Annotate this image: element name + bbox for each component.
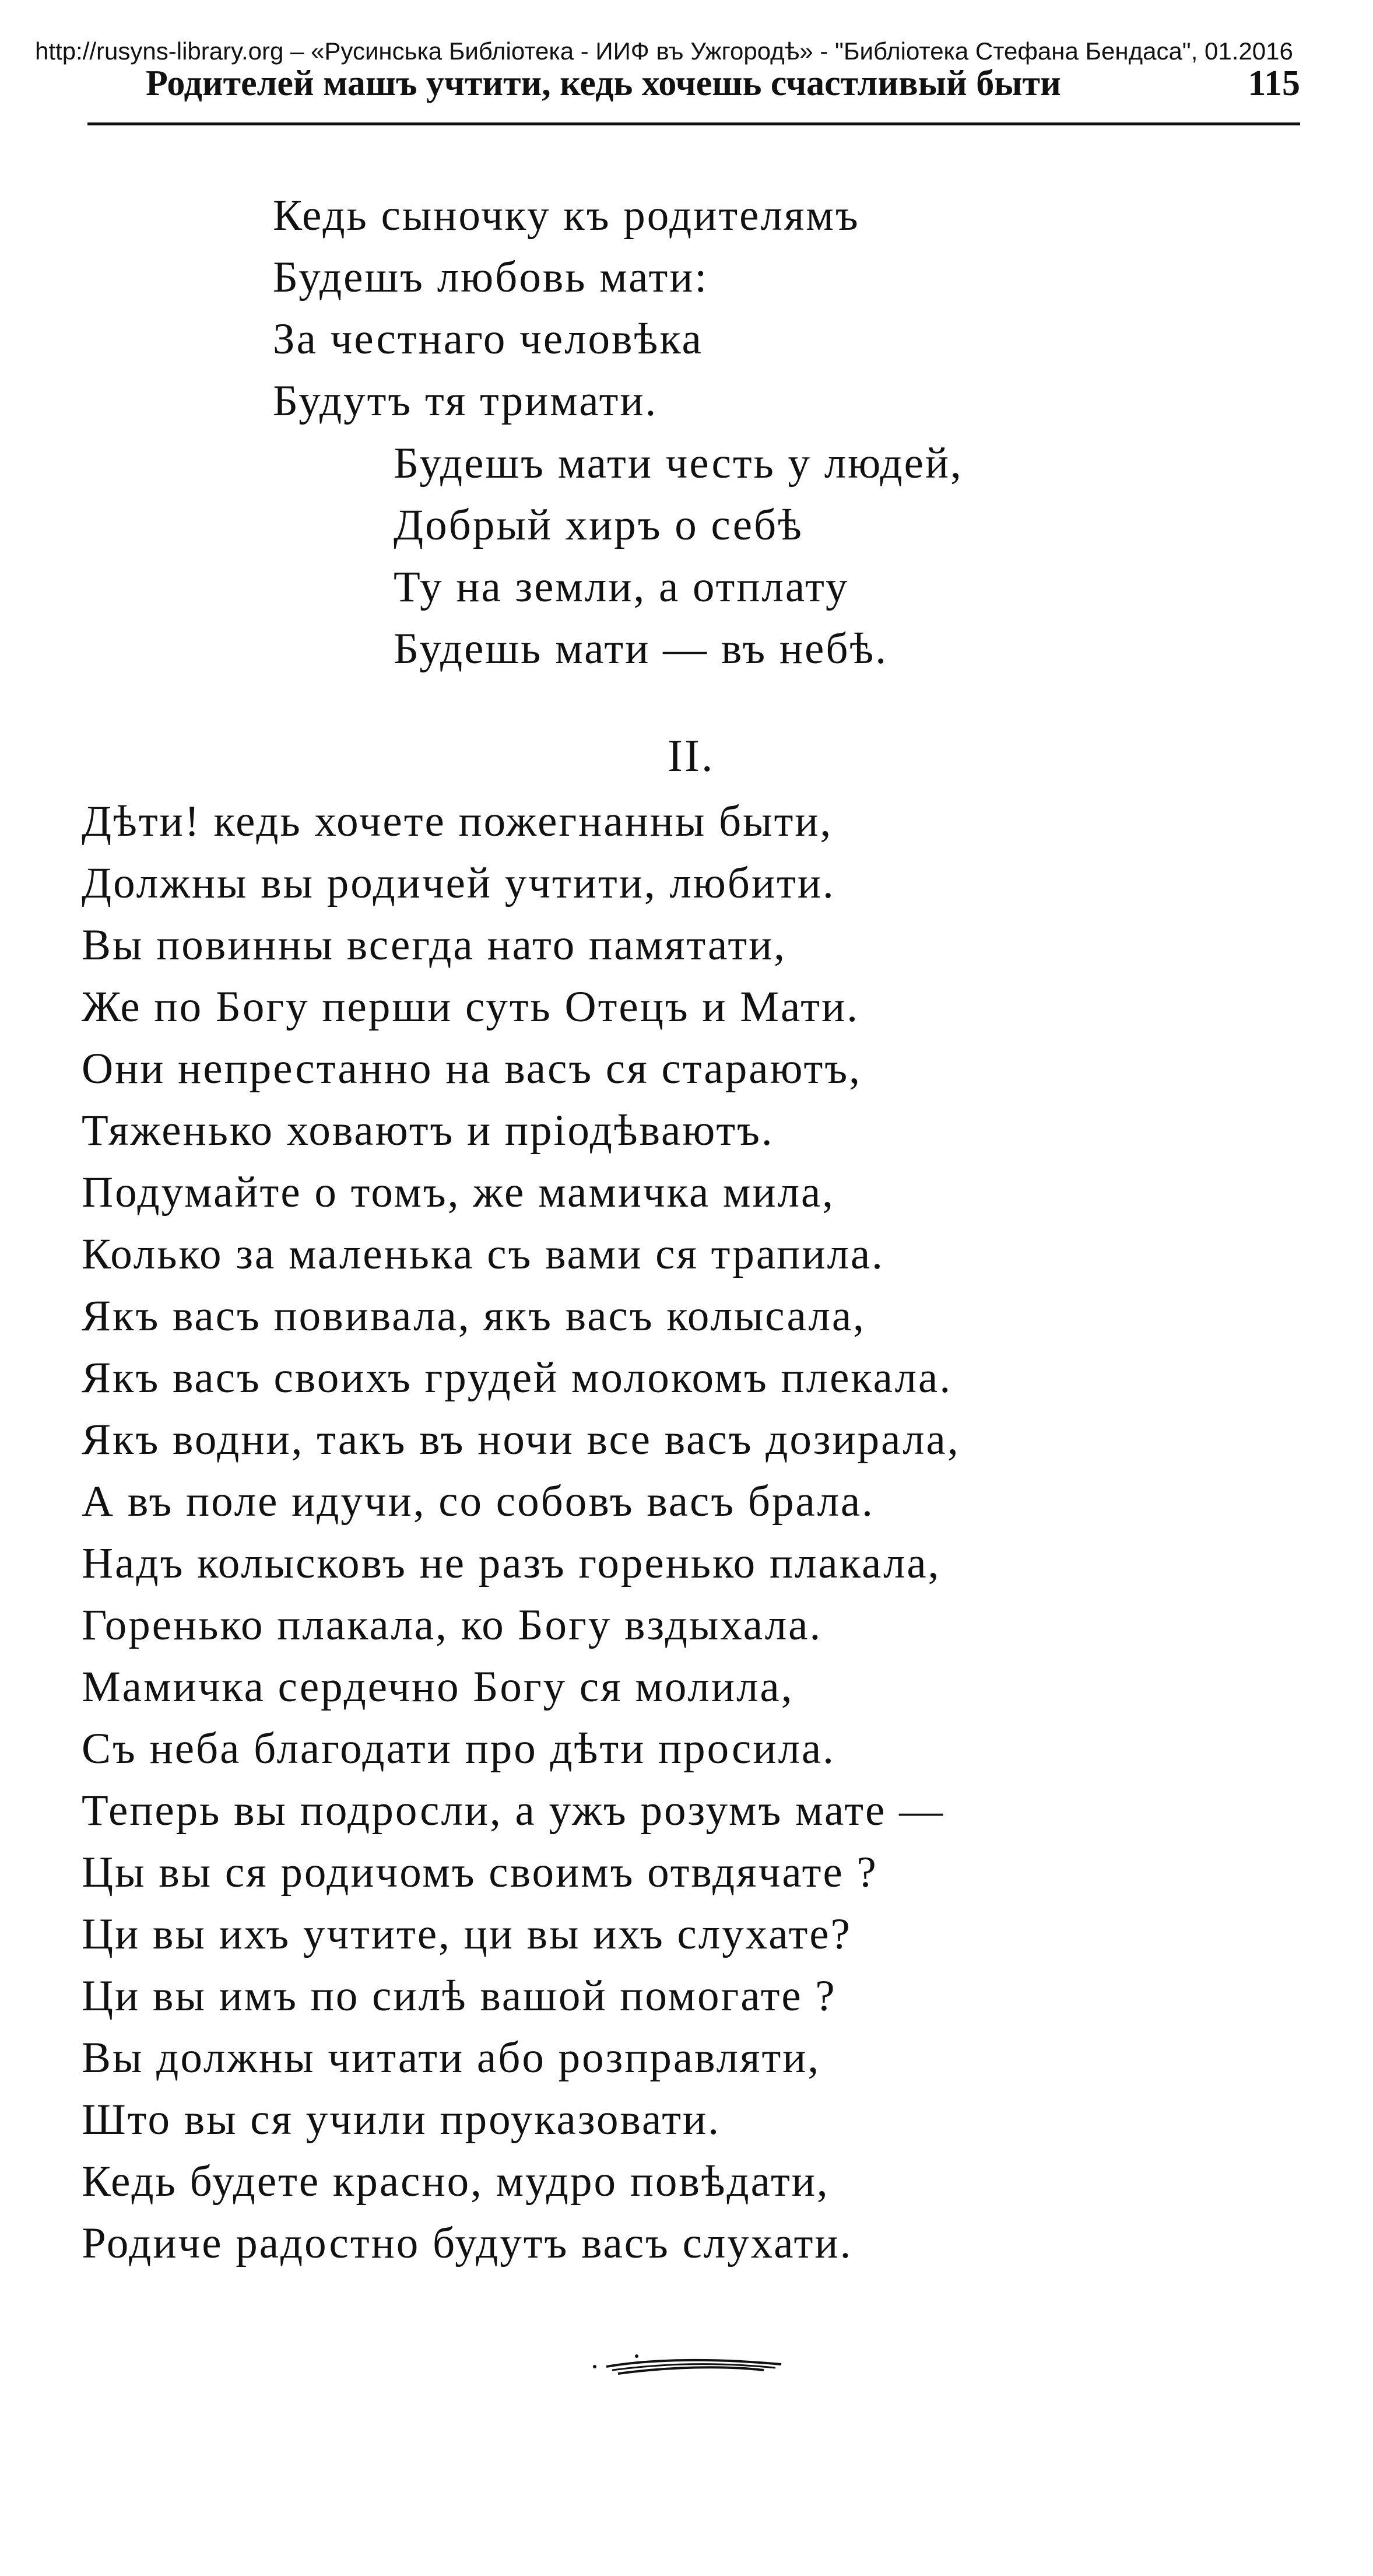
- poem-line: Родиче радостно будутъ васъ слухати.: [82, 2219, 853, 2267]
- poem-line: Кедь будете красно, мудро повѣдати,: [82, 2157, 830, 2206]
- poem-line: Што вы ся учили проуказовати.: [82, 2095, 721, 2144]
- poem-line: Якъ васъ повивала, якъ васъ колысала,: [82, 1292, 866, 1340]
- poem-stanza-indented: [394, 433, 963, 680]
- poem-line: Якъ водни, такъ въ ночи все васъ дозирала,: [82, 1415, 960, 1464]
- poem-line: Будешъ любовь мати:: [273, 253, 709, 302]
- page-number: 115: [1248, 64, 1300, 103]
- poem-line: Подумайте о томъ, же мамичка мила,: [82, 1168, 835, 1217]
- poem-line: Должны вы родичей учтити, любити.: [82, 859, 835, 907]
- section-number: II.: [668, 730, 715, 781]
- poem-line: Вы повинны всегда нато памятати,: [82, 921, 787, 969]
- poem-line: Колько за маленька съ вами ся трапила.: [82, 1230, 884, 1278]
- running-head: [146, 61, 1300, 106]
- poem-line: Будутъ тя тримати.: [273, 377, 658, 425]
- poem-line: Вы должны читати або розправляти,: [82, 2034, 821, 2082]
- poem-line: Будешъ мати честь у людей,: [394, 439, 963, 488]
- poem-line: Теперь вы подросли, а ужъ розумъ мате —: [82, 1786, 945, 1835]
- poem-stanza-first: [273, 185, 860, 432]
- ornament-stroke: [618, 2367, 764, 2374]
- poem-line: Цы вы ся родичомъ своимъ отвдячате ?: [82, 1848, 878, 1897]
- poem-line: Же по Богу перши суть Отецъ и Мати.: [82, 983, 859, 1031]
- poem-line: Дѣти! кедь хочете пожегнанны быти,: [82, 797, 833, 846]
- poem-line: А въ поле идучи, со собовъ васъ брала.: [82, 1477, 875, 1526]
- poem-line: Кедь сыночку къ родителямъ: [273, 191, 860, 240]
- poem-line: Надъ колысковъ не разъ горенько плакала,: [82, 1539, 941, 1587]
- ornament-dot: [635, 2354, 638, 2358]
- poem-line: Ци вы имъ по силѣ вашой помогате ?: [82, 1972, 837, 2020]
- poem-line: Мамичка сердечно Богу ся молила,: [82, 1663, 794, 1711]
- header-rule: [87, 122, 1300, 125]
- poem-line: Якъ васъ своихъ грудей молокомъ плекала.: [82, 1354, 953, 1402]
- source-url-line: http://rusyns-library.org – «Русинська Библіотека - ИИФ въ Ужгородѣ» - "Библіотека Стефана Бендаса", 01.2016: [35, 37, 1293, 65]
- poem-line: За честнаго человѣка: [273, 315, 703, 363]
- poem-line: Добрый хиръ о себѣ: [394, 501, 803, 549]
- poem-line: Они непрестанно на васъ ся стараютъ,: [82, 1045, 862, 1093]
- ornament-dot: [593, 2365, 596, 2368]
- end-ornament: [589, 2344, 787, 2379]
- poem-line: Ту на земли, а отплату: [394, 563, 849, 611]
- poem-line: Будешь мати — въ небѣ.: [394, 625, 888, 673]
- section-poem: [82, 791, 960, 2274]
- poem-line: Горенько плакала, ко Богу вздыхала.: [82, 1601, 823, 1649]
- running-head-title: Родителей машъ учтити, кедь хочешь счастливый быти: [146, 64, 1061, 103]
- poem-line: Съ неба благодати про дѣти просила.: [82, 1725, 835, 1773]
- poem-line: Тяженько ховаютъ и пріодѣваютъ.: [82, 1106, 774, 1155]
- poem-line: Ци вы ихъ учтите, ци вы ихъ слухате?: [82, 1910, 852, 1958]
